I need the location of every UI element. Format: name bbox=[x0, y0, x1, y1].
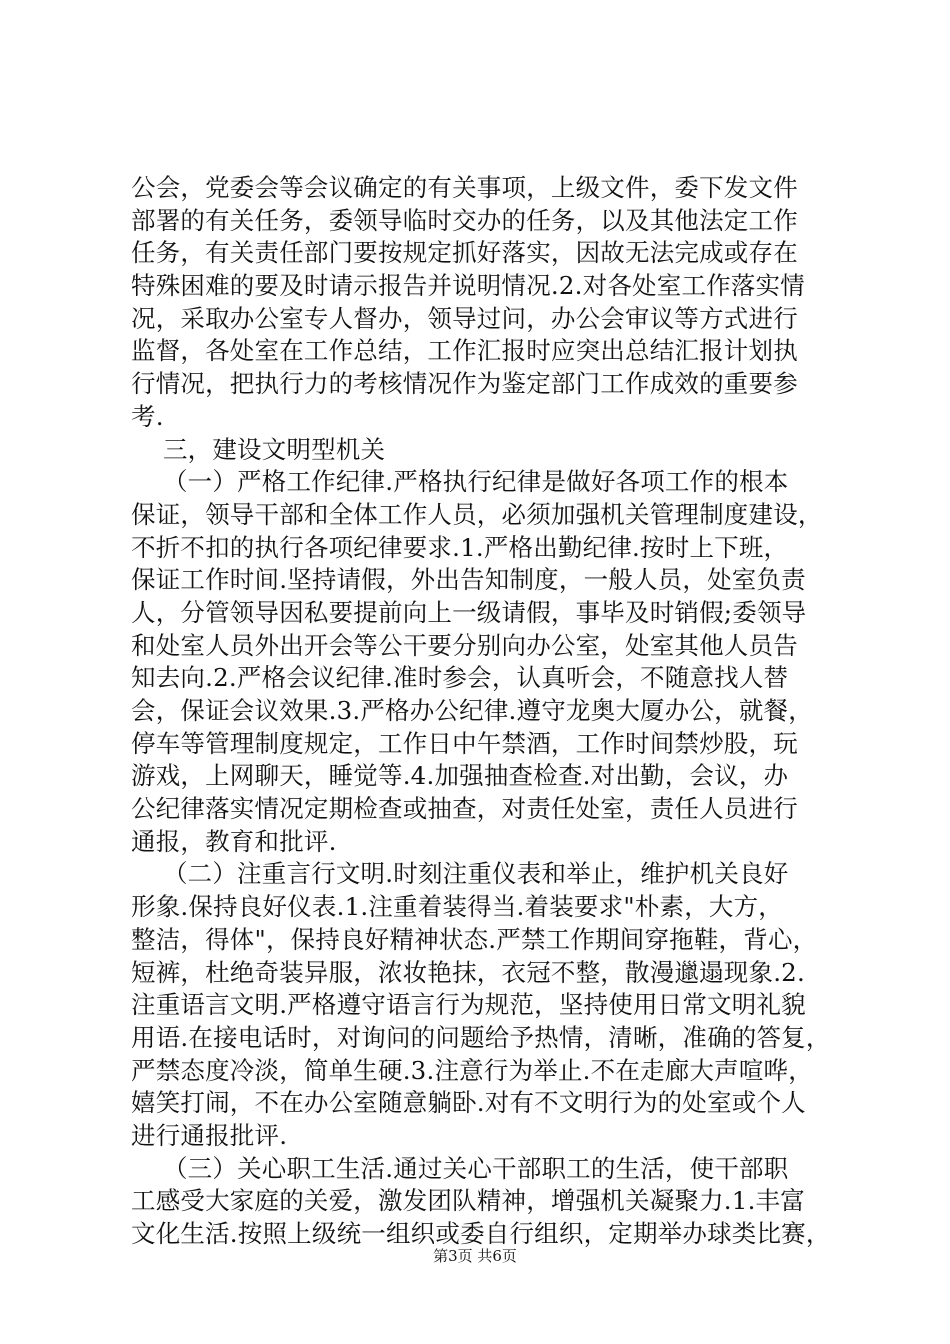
text-line: （一）严格工作纪律.严格执行纪律是做好各项工作的根本 bbox=[131, 467, 789, 497]
text-line: 文化生活.按照上级统一组织或委自行组织，定期举办球类比赛， bbox=[131, 1219, 831, 1248]
section-heading: 三，建设文明型机关 bbox=[131, 434, 386, 464]
text-line: 部署的有关任务，委领导临时交办的任务，以及其他法定工作 bbox=[131, 205, 798, 235]
text-line: 用语.在接电话时，对询问的问题给予热情，清晰，准确的答复， bbox=[131, 1022, 831, 1052]
text-line: 短裤，杜绝奇装异服，浓妆艳抹，衣冠不整，散漫邋遢现象.2. bbox=[131, 957, 805, 987]
text-line: 保证工作时间.坚持请假，外出告知制度，一般人员，处室负责 bbox=[131, 565, 806, 595]
text-line: 不折不扣的执行各项纪律要求.1.严格出勤纪律.按时上下班， bbox=[131, 532, 789, 562]
text-line: 特殊困难的要及时请示报告并说明情况.2.对各处室工作落实情 bbox=[131, 271, 805, 301]
text-line: 任务，有关责任部门要按规定抓好落实，因故无法完成或存在 bbox=[131, 238, 798, 268]
text-line: 公会，党委会等会议确定的有关事项，上级文件，委下发文件 bbox=[131, 173, 798, 202]
text-line: 游戏，上网聊天，睡觉等.4.加强抽查检查.对出勤，会议，办 bbox=[131, 761, 789, 791]
text-line: 考. bbox=[131, 401, 164, 431]
text-line: 通报，教育和批评. bbox=[131, 826, 337, 856]
text-line: 整洁，得体"，保持良好精神状态.严禁工作期间穿拖鞋，背心， bbox=[131, 924, 818, 954]
text-line: 况，采取办公室专人督办，领导过问，办公会审议等方式进行 bbox=[131, 303, 798, 333]
text-line: 注重语言文明.严格遵守语言行为规范，坚持使用日常文明礼貌 bbox=[131, 990, 806, 1020]
text-line: 和处室人员外出开会等公干要分别向办公室，处室其他人员告 bbox=[131, 630, 798, 660]
body-text bbox=[131, 172, 831, 1251]
text-line: 严禁态度冷淡，简单生硬.3.注意行为举止.不在走廊大声喧哗， bbox=[131, 1055, 813, 1085]
text-line: 进行通报批评. bbox=[131, 1120, 288, 1150]
text-line: （二）注重言行文明.时刻注重仪表和举止，维护机关良好 bbox=[131, 859, 789, 889]
text-line: 嬉笑打闹，不在办公室随意躺卧.对有不文明行为的处室或个人 bbox=[131, 1088, 806, 1118]
text-line: 行情况，把执行力的考核情况作为鉴定部门工作成效的重要参 bbox=[131, 369, 798, 399]
page-footer: 第3页 共6页 bbox=[433, 1247, 517, 1265]
text-line: 知去向.2.严格会议纪律.准时参会，认真听会，不随意找人替 bbox=[131, 663, 789, 693]
text-line: 监督，各处室在工作总结，工作汇报时应突出总结汇报计划执 bbox=[131, 336, 798, 366]
text-line: 公纪律落实情况定期检查或抽查，对责任处室，责任人员进行 bbox=[131, 794, 798, 824]
text-line: （三）关心职工生活.通过关心干部职工的生活，使干部职 bbox=[131, 1153, 789, 1183]
text-line: 停车等管理制度规定，工作日中午禁酒，工作时间禁炒股，玩 bbox=[131, 728, 798, 758]
text-line: 人，分管领导因私要提前向上一级请假，事毕及时销假;委领导 bbox=[131, 597, 807, 627]
text-line: 会，保证会议效果.3.严格办公纪律.遵守龙奥大厦办公，就餐， bbox=[131, 696, 813, 725]
text-line: 形象.保持良好仪表.1.注重着装得当.着装要求"朴素，大方， bbox=[131, 892, 784, 922]
text-line: 工感受大家庭的关爱，激发团队精神，增强机关凝聚力.1.丰富 bbox=[131, 1186, 805, 1216]
text-line: 保证，领导干部和全体工作人员，必须加强机关管理制度建设， bbox=[131, 499, 823, 529]
